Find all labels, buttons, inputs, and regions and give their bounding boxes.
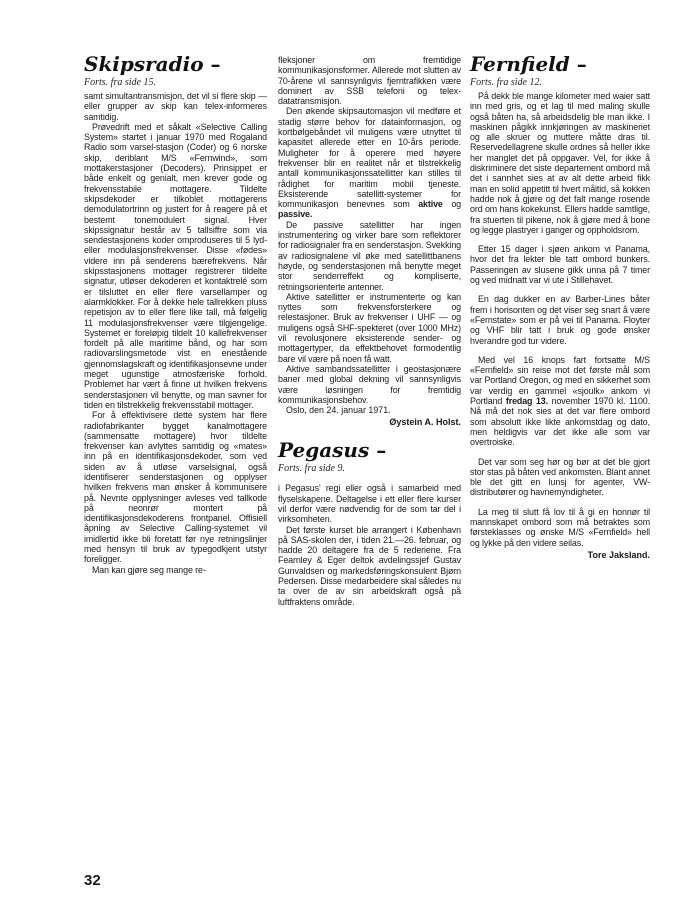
paragraph: De passive satellitter har ingen instrumentering og virker bare som reflektorer for radiosignaler fra en senderstasjon. Svekking av radiosignalene vil øke med satellittbanens høyde, og senderstasjonen må benytte meget stor senderreffekt og kompliserte, retningsorienterte antenner. (278, 219, 461, 292)
paragraph: For å effektivisere dette system har flere radiofabrikanter bygget kanalmottagere (sammensatte mottagere) hvor tildelte frekvenser kan avlyttes samtidig og «mates» inn på en identifikasjonsdekoder, som ved siden av å utløse varselsignal, også identifiserer senderstasjonen og opplyser hvilken frekvens man ønsker å kommunisere på. Nevnte opplysninger avleses ved tallkode på neonrør montert på identifikasjonsdekoderens frontpanel. Offisiell åpning av Selective Calling-systemet vil imidlertid ikke bli foretatt før nye retningslinjer med hensyn til bruk av typegodkjent utstyr foreligger. (84, 410, 267, 565)
pegasus-dash: – (376, 438, 387, 463)
date-time: november 1970 kl. 1100. (551, 396, 650, 407)
page-number: 32 (84, 872, 101, 889)
paragraph (470, 355, 650, 448)
paragraph: Det var som seg hør og bør at det ble gjort stor stas på båten ved ankomsten. Blant annet ble det gitt en lunsj for agenter, VW-distributører og havnemyndigheter. (470, 456, 650, 498)
paragraph: i Pegasus' regi eller også i samarbeid med flyselskapene. Deltagelse i ett eller flere kurser vil derfor være nødvendig for de som tar del i virksomheten. (278, 483, 461, 525)
paragraph-text: Med vel 16 knops fart fortsatte M/S «Fernfield» sin reise mot det første mål som var Portland Oregon, og med en sikkerhet som var verdig en gammel «sjoulk» ankom vi Portland (470, 354, 650, 407)
paragraph: Man kan gjøre seg mange re- (92, 564, 206, 575)
column-right (470, 52, 650, 561)
paragraph: Prøvedrift med et såkalt «Selective Calling System» startet i januar 1970 med Rogaland Radio som varsel-stasjon (Coder) og 6 norske skip, deriblant M/S «Fernwind», som mottakerstasjoner (Decoders). Prinsippet er både enkelt og genialt, men krever gode og frekvensstabile mottagere. Tildelte skipsdekoder er tilkoblet mottagerens demodulatortrinn og justert for å reagere på et bestemt tonemodulert signal. Hver skipssignatur består av 5 tallsiffre som via sendestasjonens koder omproduseres til 5 lyd- eller modulasjonsfrekvenser. Disse «fødes» videre inn på senderens bærefrekvens. Når skipsstasjonens mottager registrerer tildelte signatur, utløser dekoderen et kontaktrelé som er tilsluttet en eller flere varsellamper og alarmklokker. For å dekke hele tallrekken pluss repetisjon av to eller flere like tall, må følgelig 11 modulasjonsfrekvenser være tilgjengelige. Systemet er foreløpig tildelt 10 kallefrekvenser fordelt på alle maritime bånd, og har som radiovarslingsmetode vist en enestående gjennomslagskraft og identifikasjonsevne under meget ugunstige atmosfæriske forhold. Problemet har vært å finne ut hvilken frekvens senderstasjonen vil benytte, og man savner for tiden en tilstrekkelig frekvensstabil mottager. (84, 121, 267, 410)
column-middle (278, 55, 461, 607)
paragraph: Aktive sambandssatellitter i geostasjonære baner med global dekning vil sannsynligvis være løsningen for fremtidig kommunikasjonsbehov. (278, 363, 461, 405)
paragraph (278, 106, 461, 219)
paragraph: La meg til slutt få lov til å gi en honnør til mannskapet ombord som må betraktes som førsteklasses og ønske M/S «Fernfield» hell og lykke på den videre seilas. (470, 506, 650, 548)
paragraph: Aktive satellitter er instrumenterte og kan nyttes som frekvensforsterkere og relestasjoner. Bruk av frekvenser i UHF — og muligens også SHF-spekteret (over 1000 MHz) vil revolusjonere eksisterende sender- og mottagertyper, da effektbehovet formodentlig bare vil være på noen få watt. (278, 291, 461, 364)
fernfield-continued: Forts. fra side 12. (470, 77, 542, 88)
paragraph: samt simultantransmisjon, det vil si flere skip — eller grupper av skip kan telex-informeres samtidig. (84, 91, 267, 122)
skipsradio-title: Skipsradio (84, 52, 204, 76)
signature: Tore Jaksland. (587, 549, 650, 560)
column-left (84, 52, 267, 575)
bold-term: aktive (418, 199, 443, 210)
bold-date: fredag 13. (505, 396, 549, 407)
signature: Øystein A. Holst. (389, 417, 461, 428)
bold-term: passive. (278, 209, 313, 220)
paragraph: En dag dukker en av Barber-Lines båter frem i horisonten og det viser seg snart å være «Fernstate» som er på vei til Panama. Floyter og VHF blir tatt i bruk og gode ønsker hverandre god tur videre. (470, 294, 650, 346)
and-word: og (451, 199, 461, 210)
fernfield-heading (470, 52, 650, 76)
paragraph: Det første kurset ble arrangert i København på SAS-skolen der, i tiden 21.—26. februar, og hadde 20 deltagere fra de 5 rederiene. Fra Fearnley & Eger deltok avdelingssjef Gustav Gunvaldsen og markedsføringskonsulent Bjørn Pedersen. Disse medarbeidere skal således nu ta over de av sin arbeidskraft også på luftfraktens område. (278, 524, 461, 607)
dateline: Oslo, den 24. januar 1971. (286, 405, 391, 416)
fernfield-title: Fernfield (470, 52, 570, 76)
pegasus-title: Pegasus (278, 438, 370, 463)
paragraph: Etter 15 dager i sjøen ankom vi Panama, hvor det fra lekter ble tatt ombord bunkers. Passeringen av slusene gikk unna på 7 timer og ved midnatt var vi ute i Stillehavet. (470, 244, 650, 286)
skipsradio-heading (84, 52, 267, 76)
paragraph-text: Den økende skipsautomasjon vil medføre et stadig større behov for datainformasjon, og kortbølgebåndet vil muligens være utnyttet til kapasitet allerede etter en 10-års periode. Muligheter for å operere med høyere frekvenser blir en realitet når et tilstrekkelig antall kommunikasjonssatellitter kan stilles til rådighet for maritim mobil tjeneste. Eksisterende satellitt-systemer for kommunikasjon benevnes som (278, 106, 461, 210)
paragraph: fleksjoner om fremtidige kommunikasjonsformer. Allerede mot slutten av 70-årene vil sannsynligvis fjerntrafikken være dominert av SSB telefoni og telex-datatransmisjon. (278, 55, 461, 107)
pegasus-heading (278, 438, 461, 462)
skipsradio-continued: Forts. fra side 15. (84, 77, 156, 88)
paragraph: På dekk ble mange kilometer med waier satt inn med gris, og et lag til med maling skulle også båten ha, så arbeidsdelig ble man ikke. I maskinen pågikk innkjøringen av maskineriet og alle skruer og muttere måtte dras til. Reservedellagrene skulle ordnes så heller ikke her manglet det på oppgaver. Vel, for ikke å diskriminere det siste departement ombord må det i sannhet sies at av alt dette arbeid fikk man en solid appetitt til hvert måltid, så kokken hadde nok å gjøre og det falt mange rosende ord om hans kokekunst. Ellers hadde samtlige, fra stuerten til pikene, nok å gjøre med å bone og legge plastryer i ganger og oppholdsrom. (470, 91, 650, 235)
pegasus-continued: Forts. fra side 9. (278, 463, 345, 475)
fernfield-dash: – (576, 52, 587, 76)
skipsradio-dash: – (210, 52, 221, 76)
paragraph-text: Nå må det nok sies at det var flere ombord som absolutt ikke likte ankomstdag og dato, men heldigvis var det ikke alle som var overtroiske. (470, 406, 650, 448)
